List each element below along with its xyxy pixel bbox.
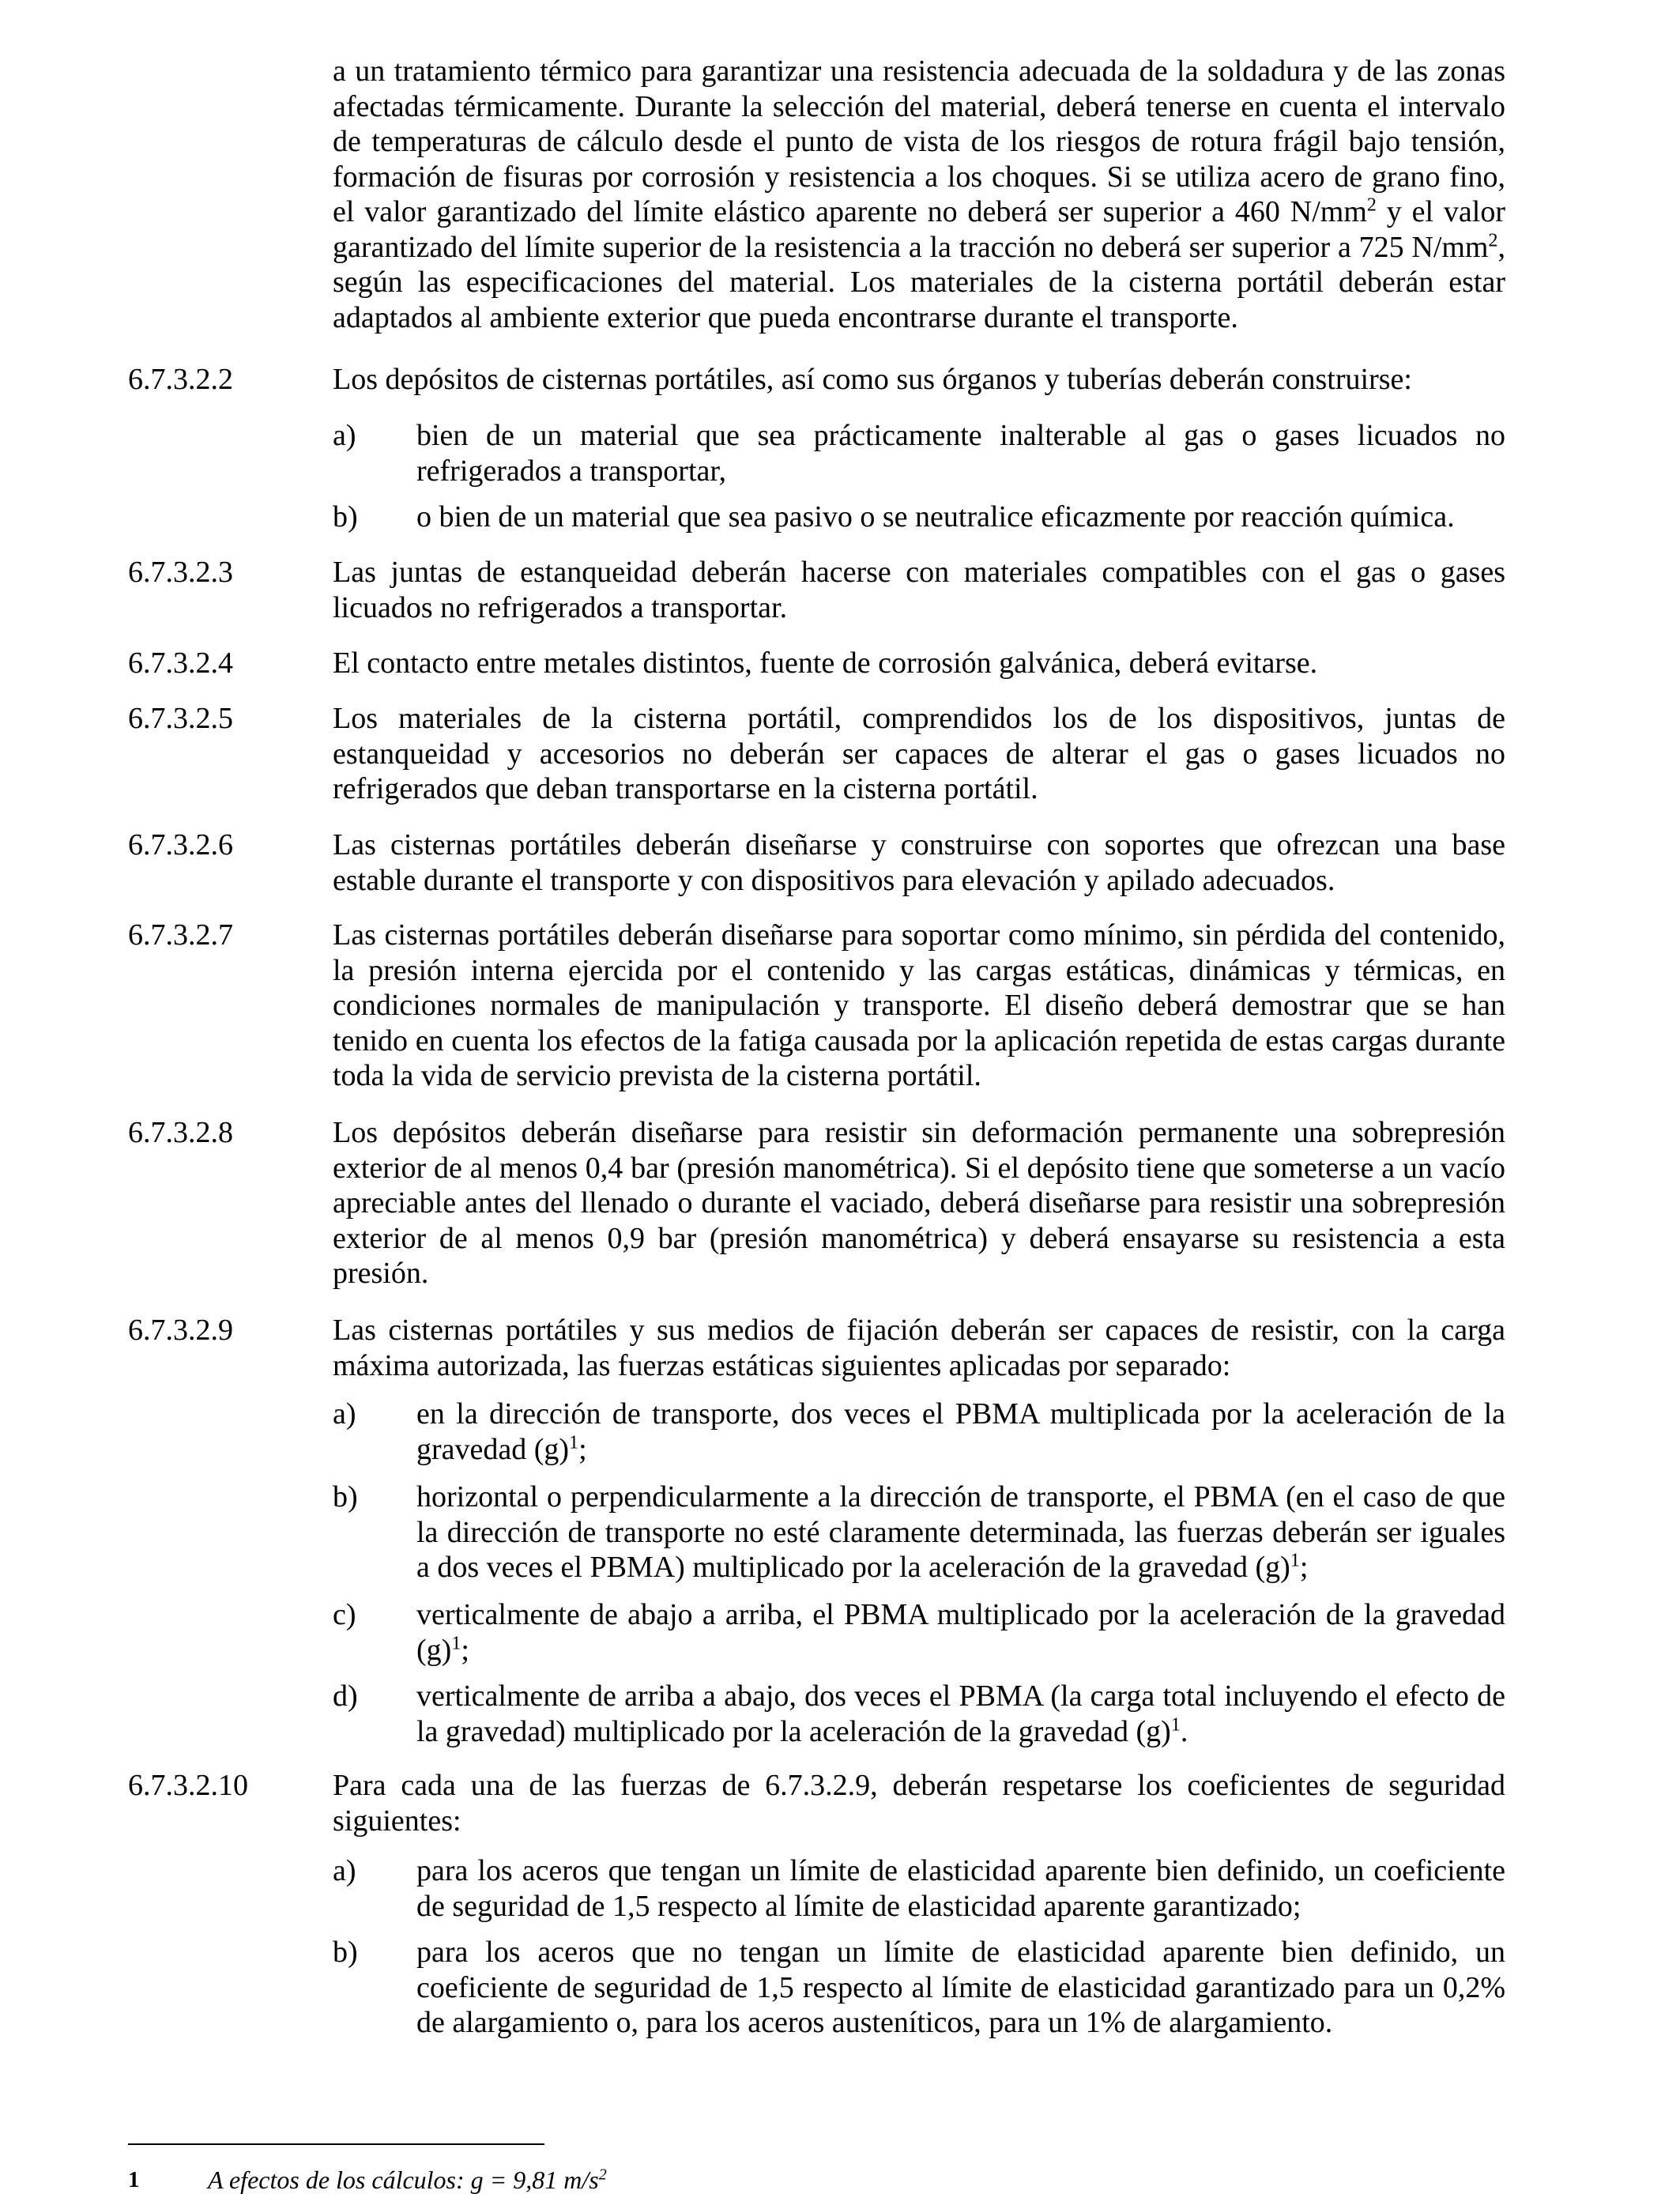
list-item-end: ; [578, 1432, 587, 1466]
section-text: Los depósitos deberán diseñarse para resistir sin deformación permanente una sobrepresión exterior de al menos 0,4 bar (presión manométrica). Si el depósito tiene que someterse a un vacío apreciable antes del llenado o durante el vaciado, deberá diseñarse para resistir una sobrepresión exterior de al menos 0,9 bar (presión manométrica) y deberá ensayarse su resistencia a esta presión. [333, 1116, 1505, 1290]
list-item-label: b) [333, 1936, 358, 1969]
footnote-ref: 1 [451, 1632, 461, 1653]
section-text: Las cisternas portátiles deberán diseñarse y construirse con soportes que ofrezcan una base estable durante el transporte y con dispositivos para elevación y apilado adecuados. [333, 828, 1505, 897]
section-text: Las juntas de estanqueidad deberán hacerse con materiales compatibles con el gas o gases licuados no refrigerados a transportar. [333, 556, 1505, 624]
footnote-text [208, 2166, 607, 2194]
section-text: Las cisternas portátiles deberán diseñarse para soportar como mínimo, sin pérdida del contenido, la presión interna ejercida por el contenido y las cargas estáticas, dinámicas y térmicas, en condiciones normales de manipulación y transporte. El diseño deberá demostrar que se han tenido en cuenta los efectos de la fatiga causada por la aplicación repetida de estas cargas durante toda la vida de servicio prevista de la cisterna portátil. [333, 918, 1505, 1092]
intro-superscript-2: 2 [1488, 229, 1498, 251]
list-item-label: b) [333, 500, 358, 533]
list-item-label: b) [333, 1480, 358, 1514]
section-text: Los depósitos de cisternas portátiles, así como sus órganos y tuberías deberán construirse: [333, 363, 1412, 396]
section-number: 6.7.3.2.6 [128, 828, 233, 861]
list-item-body: verticalmente de abajo a arriba, el PBMA multiplicado por la aceleración de la gravedad (g) [416, 1598, 1505, 1667]
section-number: 6.7.3.2.3 [128, 556, 233, 589]
footnote-body: A efectos de los cálculos: g = 9,81 m/s [208, 2166, 599, 2194]
list-item-label: a) [333, 1854, 356, 1887]
section-number: 6.7.3.2.10 [128, 1769, 248, 1802]
section-number: 6.7.3.2.9 [128, 1314, 233, 1347]
list-item-label: c) [333, 1598, 356, 1631]
list-item-text [416, 1397, 1505, 1467]
intro-text-3: , según las especificaciones del material. Los materiales de la cisterna portátil deberán estar adaptados al ambiente exterior que pueda encontrarse durante el transporte. [333, 230, 1505, 334]
list-item-end: ; [461, 1633, 469, 1667]
list-item-text: para los aceros que tengan un límite de elasticidad aparente bien definido, un coeficiente de seguridad de 1,5 respecto al límite de elasticidad aparente garantizado; [416, 1854, 1505, 1923]
list-item-text: o bien de un material que sea pasivo o se neutralice eficazmente por reacción química. [416, 500, 1455, 533]
list-item-body: horizontal o perpendicularmente a la dirección de transporte, el PBMA (en el caso de que la dirección de transporte no esté claramente determinada, las fuerzas deberán ser iguales a dos veces el PBMA) multiplicado por la aceleración de la gravedad (g) [416, 1480, 1505, 1584]
footnote-ref: 1 [1170, 1713, 1181, 1735]
footnote-separator [128, 2143, 544, 2145]
footnote-number: 1 [128, 2167, 140, 2192]
section-number: 6.7.3.2.5 [128, 702, 233, 735]
list-item-label: d) [333, 1679, 358, 1713]
section-text: El contacto entre metales distintos, fuente de corrosión galvánica, deberá evitarse. [333, 647, 1318, 680]
footnote-ref: 1 [1290, 1550, 1300, 1571]
section-number: 6.7.3.2.2 [128, 363, 233, 396]
footnote-ref: 1 [569, 1431, 579, 1453]
list-item-label: a) [333, 1397, 356, 1431]
section-number: 6.7.3.2.4 [128, 647, 233, 680]
list-item-end: ; [1299, 1551, 1309, 1584]
intro-superscript-1: 2 [1366, 194, 1377, 216]
list-item-label: a) [333, 419, 356, 452]
list-item-text: para los aceros que no tengan un límite de elasticidad aparente bien definido, un coeficiente de seguridad de 1,5 respecto al límite de elasticidad garantizado para un 0,2% de alargamiento o, para los aceros austeníticos, para un 1% de alargamiento. [416, 1936, 1505, 2039]
intro-text-2: y el valor garantizado del límite superior de la resistencia a la tracción no deberá ser superior a 725 N/mm [333, 195, 1505, 264]
list-item-text [416, 1597, 1505, 1668]
section-number: 6.7.3.2.7 [128, 918, 233, 952]
list-item-text: bien de un material que sea prácticamente inalterable al gas o gases licuados no refrigerados a transportar, [416, 419, 1505, 488]
list-item-text [416, 1679, 1505, 1749]
section-text: Los materiales de la cisterna portátil, comprendidos los de los dispositivos, juntas de estanqueidad y accesorios no deberán ser capaces de alterar el gas o gases licuados no refrigerados que deban transportarse en la cisterna portátil. [333, 702, 1505, 805]
intro-text-1: a un tratamiento térmico para garantizar una resistencia adecuada de la soldadura y de las zonas afectadas térmicamente. Durante la selección del material, deberá tenerse en cuenta el intervalo de temperaturas de cálculo desde el punto de vista de los riesgos de rotura frágil bajo tensión, formación de fisuras por corrosión y resistencia a los choques. Si se utiliza acero de grano fino, el valor garantizado del límite elástico aparente no deberá ser superior a 460 N/mm [333, 55, 1505, 228]
intro-paragraph [333, 54, 1505, 335]
list-item-text [416, 1480, 1505, 1585]
footnote-superscript: 2 [598, 2166, 607, 2184]
list-item-body: verticalmente de arriba a abajo, dos veces el PBMA (la carga total incluyendo el efecto de la gravedad) multiplicado por la aceleración de la gravedad (g) [416, 1679, 1505, 1748]
list-item-end: . [1180, 1714, 1188, 1748]
section-text: Las cisternas portátiles y sus medios de fijación deberán ser capaces de resistir, con la carga máxima autorizada, las fuerzas estáticas siguientes aplicadas por separado: [333, 1314, 1505, 1382]
list-item-body: en la dirección de transporte, dos veces el PBMA multiplicada por la aceleración de la gravedad (g) [416, 1397, 1505, 1466]
section-number: 6.7.3.2.8 [128, 1116, 233, 1149]
section-text: Para cada una de las fuerzas de 6.7.3.2.9, deberán respetarse los coeficientes de seguridad siguientes: [333, 1769, 1505, 1838]
